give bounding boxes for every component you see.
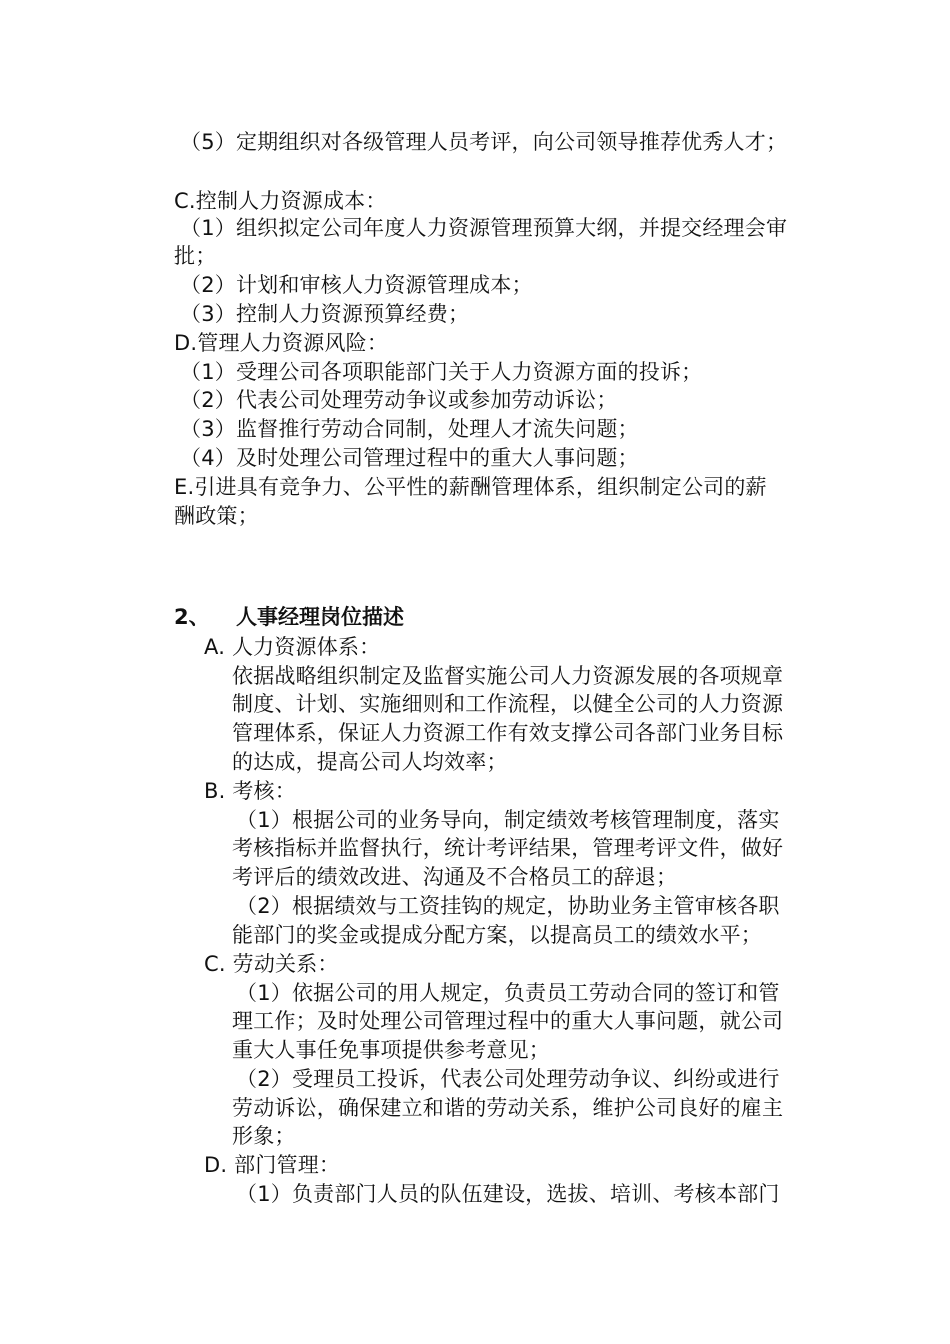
list-item: （5）定期组织对各级管理人员考评，向公司领导推荐优秀人才；	[180, 130, 788, 154]
paragraph-line: 形象；	[232, 1124, 296, 1148]
paragraph-line: 制度、计划、实施细则和工作流程，以健全公司的人力资源	[232, 692, 784, 716]
paragraph-line: 的达成，提高公司人均效率；	[232, 750, 508, 774]
list-item: （1）组织拟定公司年度人力资源管理预算大纲，并提交经理会审	[180, 216, 788, 240]
paragraph-line: 管理体系，保证人力资源工作有效支撑公司各部门业务目标	[232, 721, 784, 745]
paragraph-line: 劳动诉讼，确保建立和谐的劳动关系，维护公司良好的雇主	[232, 1096, 784, 1120]
subsection-title: A. 人力资源体系：	[204, 635, 381, 659]
list-item: （3）控制人力资源预算经费；	[180, 302, 470, 326]
section-title: 人事经理岗位描述	[236, 605, 404, 629]
paragraph-line: 考评后的绩效改进、沟通及不合格员工的辞退；	[232, 865, 678, 889]
list-item: （1）根据公司的业务导向，制定绩效考核管理制度，落实	[236, 808, 780, 832]
paragraph-line: 能部门的奖金或提成分配方案，以提高员工的绩效水平；	[232, 923, 762, 947]
list-item: （2）根据绩效与工资挂钩的规定，协助业务主管审核各职	[236, 894, 780, 918]
subsection-title: C. 劳动关系：	[204, 952, 339, 976]
paragraph-line: 重大人事任免事项提供参考意见；	[232, 1038, 550, 1062]
subsection-title: D.管理人力资源风险：	[174, 331, 389, 355]
paragraph-line: 酬政策；	[174, 504, 259, 528]
paragraph-line: 依据战略组织制定及监督实施公司人力资源发展的各项规章	[232, 664, 784, 688]
paragraph-line: 理工作；及时处理公司管理过程中的重大人事问题，就公司	[232, 1009, 784, 1033]
paragraph-line: E.引进具有竞争力、公平性的薪酬管理体系，组织制定公司的薪	[174, 475, 767, 499]
list-item: （4）及时处理公司管理过程中的重大人事问题；	[180, 446, 639, 470]
paragraph-line: 考核指标并监督执行，统计考评结果，管理考评文件，做好	[232, 836, 784, 860]
subsection-title: D. 部门管理：	[204, 1153, 341, 1177]
section-number: 2、	[174, 605, 210, 629]
subsection-title: B. 考核：	[204, 779, 296, 803]
list-item-continuation: 批；	[174, 244, 217, 268]
list-item: （2）代表公司处理劳动争议或参加劳动诉讼；	[180, 388, 618, 412]
list-item: （1）负责部门人员的队伍建设，选拔、培训、考核本部门	[236, 1182, 780, 1206]
list-item: （1）依据公司的用人规定，负责员工劳动合同的签订和管	[236, 981, 780, 1005]
section-heading	[174, 603, 404, 632]
list-item: （2）计划和审核人力资源管理成本；	[180, 273, 533, 297]
subsection-title: C.控制人力资源成本：	[174, 189, 387, 213]
list-item: （2）受理员工投诉，代表公司处理劳动争议、纠纷或进行	[236, 1067, 780, 1091]
list-item: （3）监督推行劳动合同制，处理人才流失问题；	[180, 417, 639, 441]
list-item: （1）受理公司各项职能部门关于人力资源方面的投诉；	[180, 360, 703, 384]
